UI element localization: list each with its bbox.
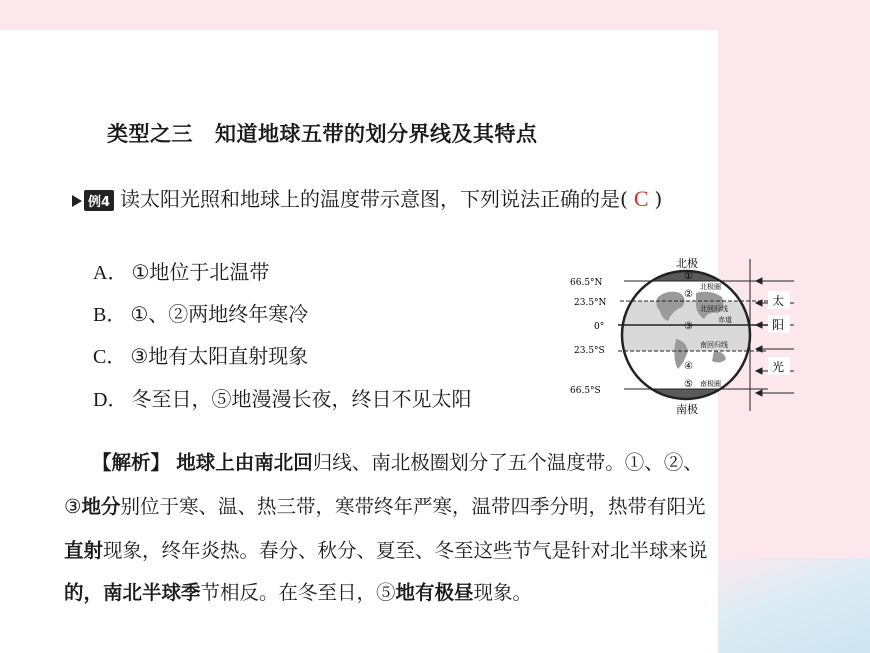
marker-1: ① xyxy=(684,271,693,282)
equator-label: 赤道 xyxy=(718,316,732,324)
analysis-label: 【解析】 xyxy=(92,451,171,474)
play-triangle-icon xyxy=(72,195,82,207)
analysis-bold: 的，南北半球季 xyxy=(64,581,201,604)
analysis-bold: 地有极昼 xyxy=(395,581,474,604)
heading-topic: 知道地球五带的划分界线及其特点 xyxy=(215,122,538,146)
lat-23n-label: 23.5°N xyxy=(574,298,607,308)
north-pole-label: 北极 xyxy=(676,257,698,270)
south-pole-label: 南极 xyxy=(676,403,698,415)
lat-0-label: 0° xyxy=(594,322,605,332)
analysis-text: ③ xyxy=(64,495,82,518)
analysis-line-2 xyxy=(64,491,854,519)
analysis-line-3 xyxy=(64,535,854,563)
analysis-text: 现象。 xyxy=(473,581,533,604)
tropic-cancer-label: 北回归线 xyxy=(700,305,728,313)
marker-5: ⑤ xyxy=(684,379,693,390)
option-c xyxy=(93,340,308,369)
analysis-line-1 xyxy=(64,447,854,475)
analysis-text: 别位于寒、温、热三带，寒带终年严寒，温带四季分明，热带有阳光 xyxy=(120,495,706,518)
lat-66n-label: 66.5°N xyxy=(570,278,603,288)
answer-letter: C xyxy=(633,186,649,211)
option-letter: A． xyxy=(93,262,128,284)
option-a xyxy=(93,256,269,285)
question-close: ) xyxy=(654,187,663,211)
option-letter: D． xyxy=(93,389,128,411)
analysis-line-4 xyxy=(64,577,854,605)
option-text: 冬至日，⑤地漫漫长夜，终日不见太阳 xyxy=(131,387,472,411)
option-d xyxy=(93,383,471,412)
lat-66s-label: 66.5°S xyxy=(570,386,601,396)
analysis-bold: 地球上由南北回 xyxy=(176,451,313,474)
background-wave xyxy=(710,558,870,653)
arctic-circle-label: 北极圈 xyxy=(700,283,721,291)
question-text: 读太阳光照和地球上的温度带示意图，下列说法正确的是( xyxy=(120,187,628,211)
lat-23s-label: 23.5°S xyxy=(574,346,605,356)
option-text: ③地有太阳直射现象 xyxy=(130,344,309,368)
question-line xyxy=(72,183,662,212)
marker-3: ③ xyxy=(684,321,693,332)
option-letter: B． xyxy=(93,304,127,326)
option-text: ①、②两地终年寒冷 xyxy=(130,302,309,326)
analysis-bold: 地分 xyxy=(81,495,121,518)
analysis-text: 现象，终年炎热。春分、秋分、夏至、冬至这些节气是针对北半球来说 xyxy=(103,539,708,562)
heading-type: 类型之三 xyxy=(107,122,193,146)
earth-temperature-zone-diagram xyxy=(568,255,794,415)
antarctic-circle-label: 南极圈 xyxy=(700,380,721,388)
option-letter: C． xyxy=(93,346,127,368)
analysis-text: 节相反。在冬至日，⑤ xyxy=(200,581,396,604)
sun-label-1: 太 xyxy=(772,294,785,308)
tropic-capricorn-label: 南回归线 xyxy=(700,341,728,349)
analysis-bold: 直射 xyxy=(64,539,104,562)
option-text: ①地位于北温带 xyxy=(131,260,270,284)
section-heading xyxy=(107,118,538,148)
example-badge xyxy=(72,191,114,211)
analysis-text: 归线、南北极圈划分了五个温度带。①、②、 xyxy=(312,451,703,474)
sun-label-2: 阳 xyxy=(772,318,785,332)
marker-2: ② xyxy=(684,289,693,300)
sun-label-3: 光 xyxy=(772,360,785,374)
option-b xyxy=(93,298,308,327)
marker-4: ④ xyxy=(684,361,693,372)
example-tag: 例4 xyxy=(84,190,114,211)
